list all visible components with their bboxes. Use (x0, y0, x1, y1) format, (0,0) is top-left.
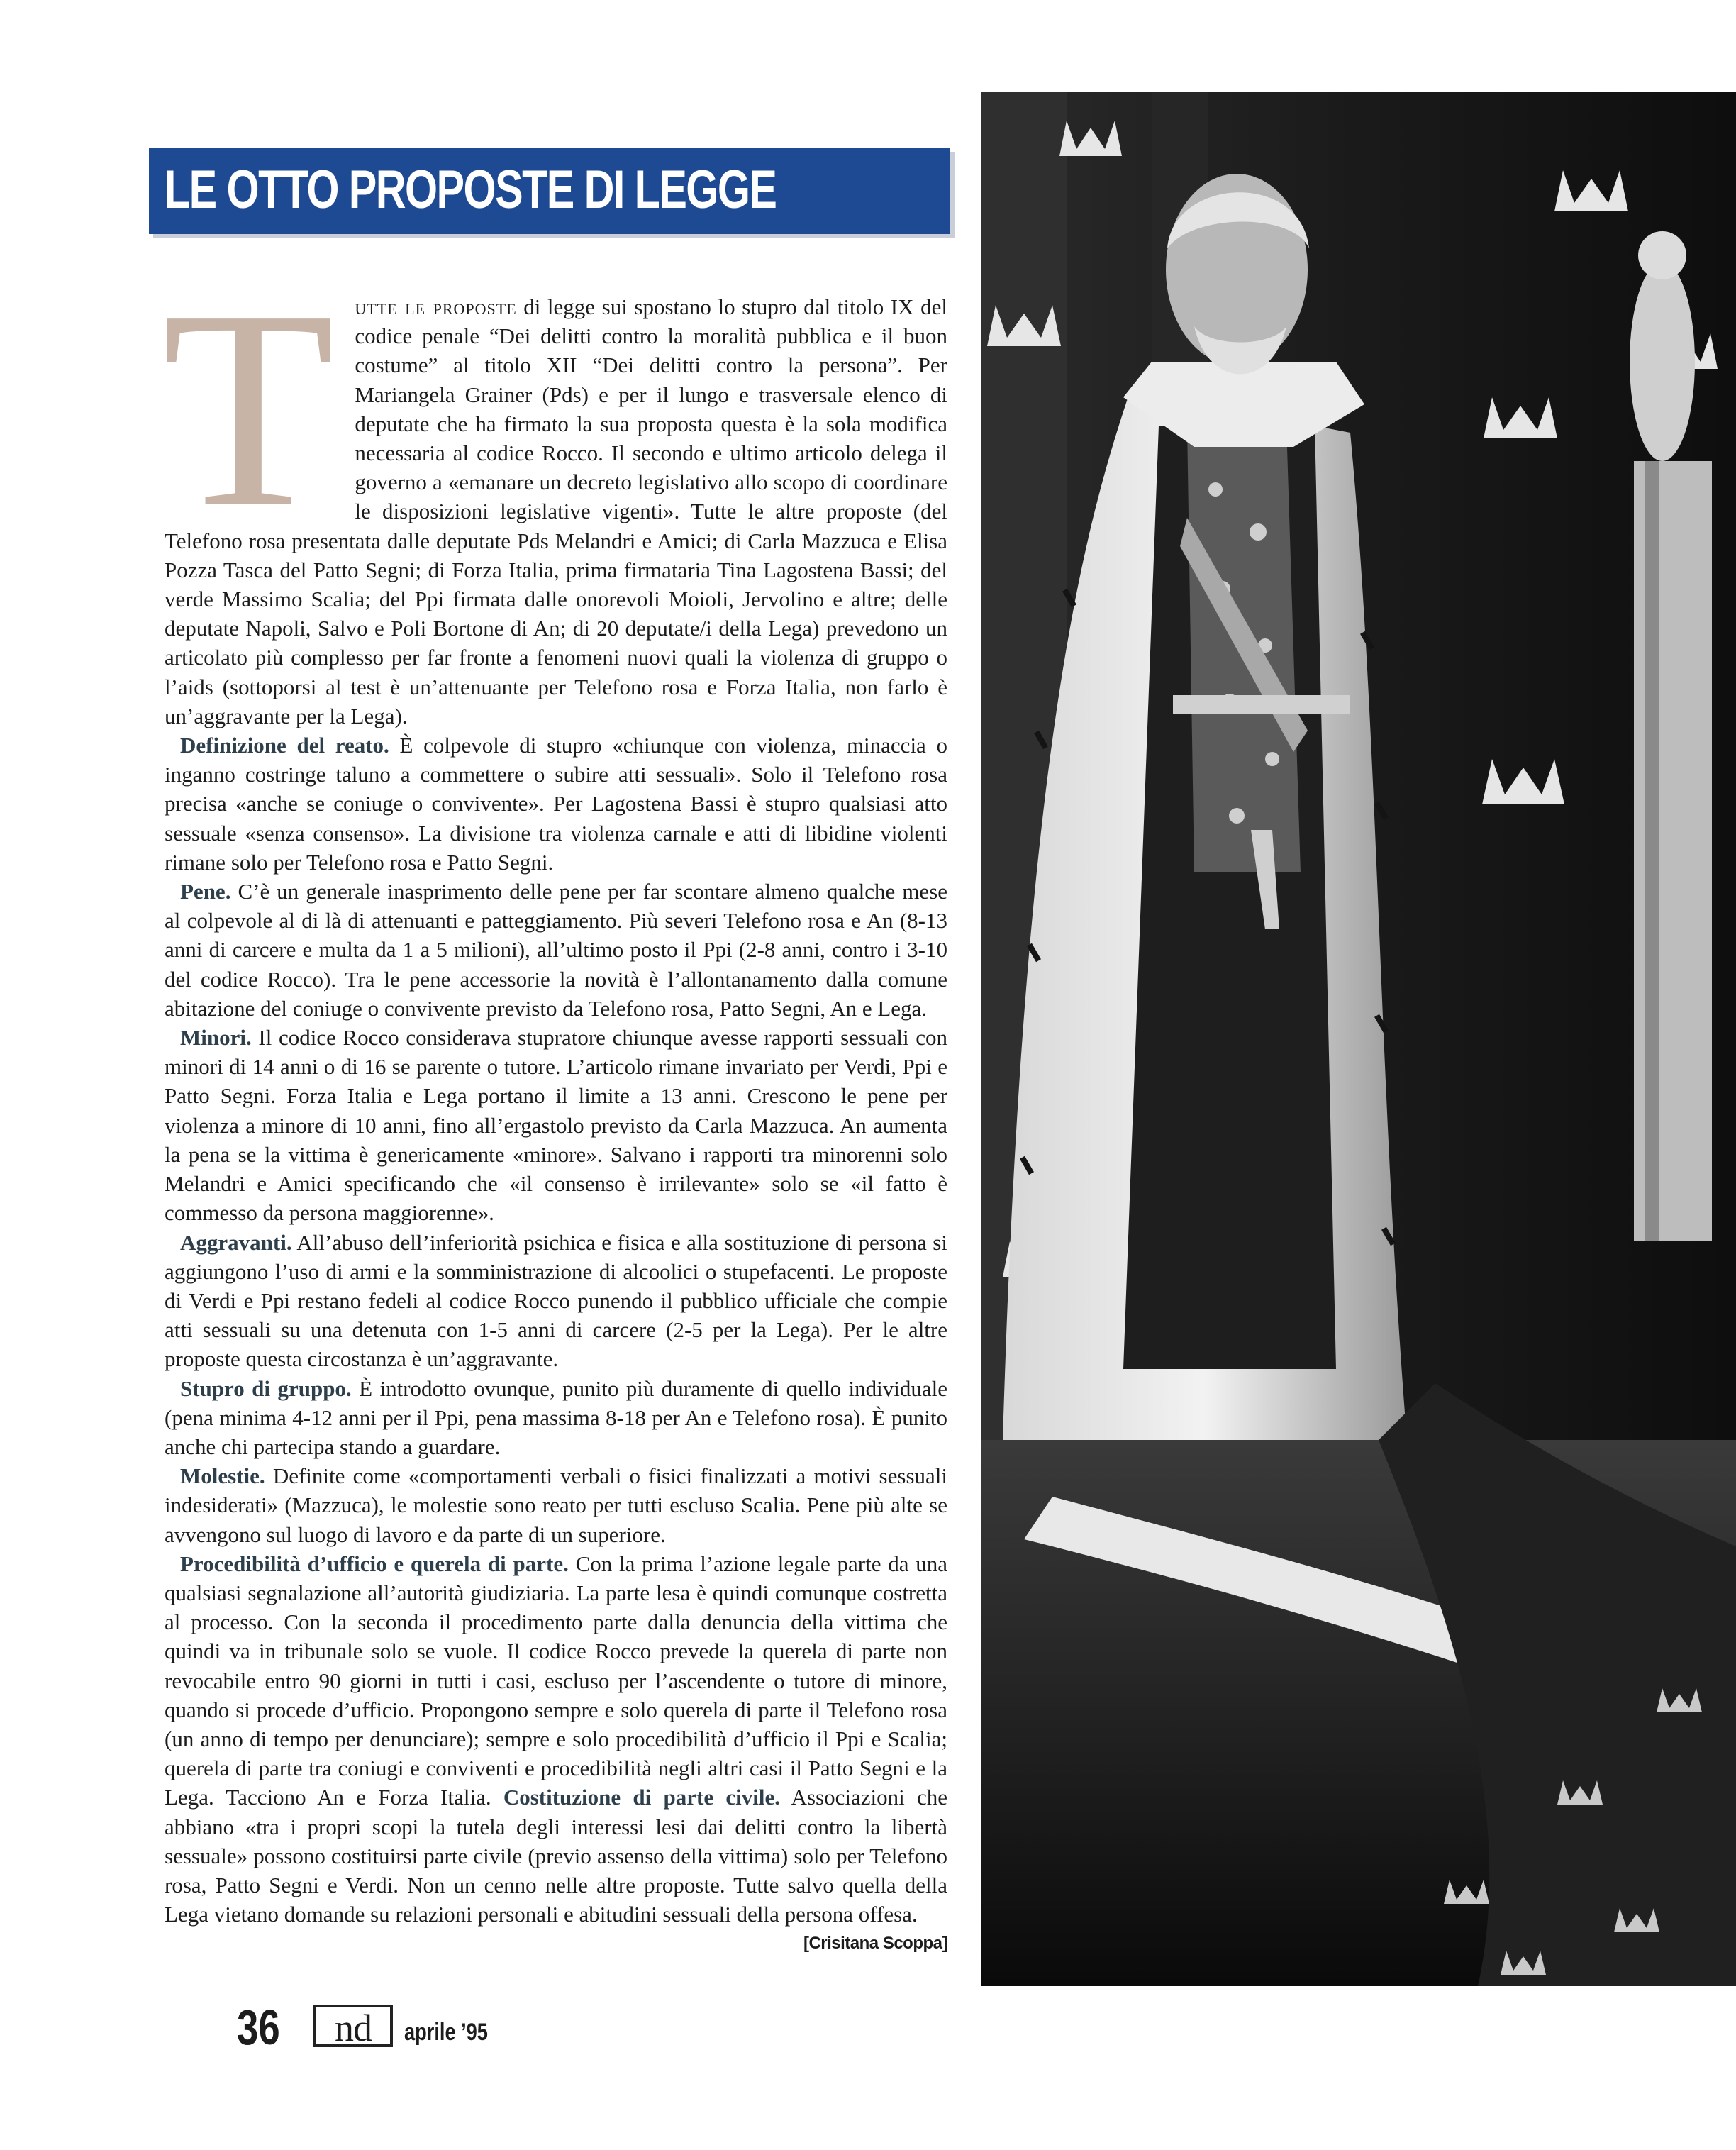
section-text: Definite come «comportamenti verbali o fisici finalizzati a motivi sessuali indesiderati» (Mazzuca), le molestie sono reato per tutti escluso Scalia. Pene più alte se avvengono sul luogo di lavoro e da parte di un superiore. (165, 1463, 947, 1547)
intro-paragraph (162, 252, 947, 731)
section-title: Molestie. (180, 1463, 265, 1489)
section-title: Aggravanti. (180, 1229, 292, 1255)
section-text: È introdotto ovunque, punito più duramente di quello individuale (pena minima 4-12 anni per il Ppi, pena massima 8-18 per An e Telefono rosa). È punito anche chi partecipa stando a guardare. (165, 1375, 947, 1459)
byline: [Crisitana Scoppa] (803, 1934, 947, 1954)
section-title: Pene. (180, 879, 231, 904)
section-pene (165, 877, 947, 1023)
section-molestie (165, 1461, 947, 1549)
section-definizione (165, 731, 947, 877)
ceremonial-portrait-photo (981, 92, 1736, 1986)
section-title: Minori. (180, 1025, 252, 1051)
section-title: Procedibilità d’ufficio e querela di parte. (180, 1551, 569, 1576)
section-text: Associazioni che abbiano «tra i propri scopi la tutela degli interessi lesi dai delitti contro la libertà sessuale» possono costituirsi parte civile (previo assenso della vittima) solo per Telefono rosa, Patto Segni e Verdi. Non un cenno nelle altre proposte. Tutte salvo quella della Lega vietano domande su relazioni personali e abitudini sessuali della persona offesa. (165, 1785, 947, 1927)
section-text: All’abuso dell’inferiorità psichica e fisica e alla sostituzione di persona si aggiungono l’uso di armi e la somministrazione di alcoolici o stupefacenti. Le proposte di Verdi e Ppi restano fedeli al codice Rocco punendo il pubblico ufficiale che compie atti sessuali su una detenuta con 1-5 anni di carcere (2-5 per la Lega). Per le altre proposte questa circostanza è un’aggravante. (165, 1229, 947, 1372)
article-body (162, 252, 947, 1958)
headline: LE OTTO PROPOSTE DI LEGGE (165, 160, 777, 220)
section-procedibilita (165, 1549, 947, 1954)
section-text: C’è un generale inasprimento delle pene per far scontare almeno qualche mese al colpevole al di là di attenuanti e patteggiamento. Più severi Telefono rosa e An (8-13 anni di carcere e multa da 1 a 5 milioni), all’ultimo posto il Ppi (2-8 anni, contro i 3-10 del codice Rocco). Tra le pene accessorie la novità è l’allontanamento dalla comune abitazione del coniuge o convivente previsto da Telefono rosa, Patto Segni, An e Lega. (165, 879, 947, 1021)
magazine-logo: nd (313, 2005, 393, 2047)
section-text: Il codice Rocco considerava stupratore chiunque avesse rapporti sessuali con minori di 14 anni o di 16 se parente o tutore. L’articolo rimane invariato per Verdi, Ppi e Patto Segni. Forza Italia e Lega portano il limite a 13 anni. Crescono le pene per violenza a minore di 10 anni, fino all’ergastolo previsto da Carla Mazzuca. An aumenta la pena se la vittima è genericamente «minore». Salvano i rapporti tra minorenni solo Melandri e Amici specificando che «il consenso è irrilevante» solo se «il fatto è commesso da persona maggiorenne». (165, 1025, 947, 1226)
section-title-inline: Costituzione di parte civile. (491, 1785, 781, 1810)
dropcap-letter: T (162, 252, 335, 566)
page-number: 36 (237, 2000, 280, 2055)
section-text: È colpevole di stupro «chiunque con violenza, minaccia o inganno costringe taluno a commettere o subire atti sessuali». Solo il Telefono rosa precisa «anche se coniuge o convivente». Per Lagostena Bassi è stupro qualsiasi atto sessuale «senza consenso». La divisione tra violenza carnale e atti di libidine violenti rimane solo per Telefono rosa e Patto Segni. (165, 733, 947, 875)
issue-date: aprile ’95 (404, 2019, 488, 2046)
section-title: Definizione del reato. (180, 733, 389, 758)
section-title: Stupro di gruppo. (180, 1375, 352, 1401)
section-text: Con la prima l’azione legale parte da una qualsiasi segnalazione all’autorità giudiziaria. La parte lesa è quindi comunque costretta al processo. Con la seconda il procedimento parte dalla denuncia della vittima che quindi va in tribunale solo se vuole. Il codice Rocco prevede la querela di parte non revocabile entro 90 giorni in tutti i casi, escluso per l’ascendente o tutore di minore, quando si procede d’ufficio. Propongono sempre e solo querela di parte il Telefono rosa (un anno di tempo per denunciare); sempre e solo procedibilità d’ufficio il Ppi e Scalia; querela di parte tra coniugi e conviventi e procedibilità negli altri casi il Patto Segni e la Lega. Tacciono An e Forza Italia. (165, 1551, 947, 1810)
photo-illustration (981, 92, 1736, 1986)
section-stupro-di-gruppo (165, 1374, 947, 1462)
section-minori (165, 1023, 947, 1227)
headline-banner (149, 148, 950, 234)
intro-text: di legge sui spostano lo stupro dal titolo IX del codice penale “Dei delitti contro la moralità pubblica e il buon costume” al titolo XII “Dei delitti contro la persona”. Per Mariangela Grainer (Pds) e per il lungo e trasversale elenco di deputate che ha firmato la sua proposta questa è la sola modifica necessaria al codice Rocco. Il secondo e ultimo articolo delega il governo a «emanare un decreto legislativo allo scopo di coordinare le disposizioni legislative vigenti». Tutte le altre proposte (del Telefono rosa presentata dalle deputate Pds Melandri e Amici; di Carla Mazzuca e Elisa Pozza Tasca del Patto Segni; di Forza Italia, prima firmataria Tina Lagostena Bassi; del verde Massimo Scalia; del Ppi firmata dalle onorevoli Moioli, Jervolino e altre; delle deputate Napoli, Salvo e Poli Bortone di An; di 20 deputate/i della Lega) prevedono un articolato più complesso per far fronte a fenomeni nuovi quali la violenza di gruppo o l’aids (sottoporsi al test è un’attenuante per Telefono rosa e Forza Italia, non farlo è un’aggravante per la Lega). (165, 294, 947, 728)
lead-in-text: utte le proposte (355, 294, 517, 319)
section-aggravanti (165, 1228, 947, 1374)
